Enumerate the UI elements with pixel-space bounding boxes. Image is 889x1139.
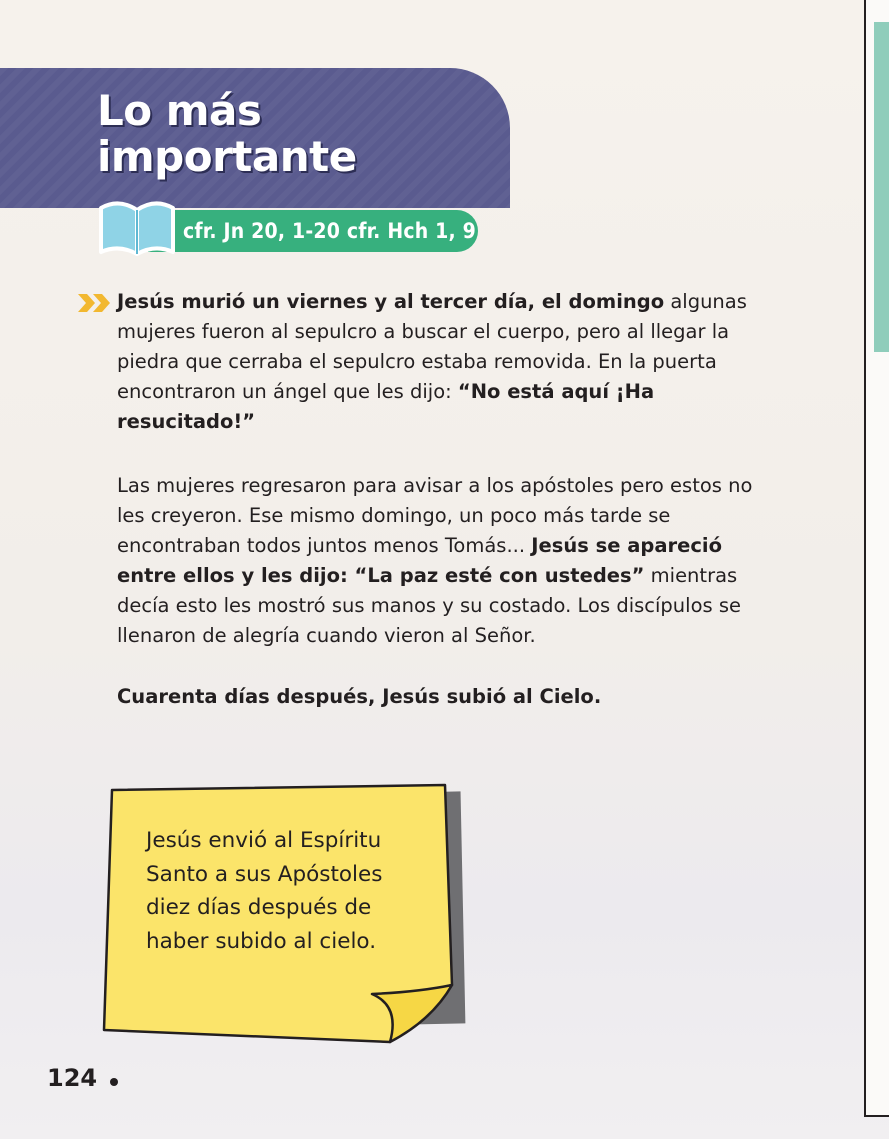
title-line-1: Lo más [97,86,262,135]
paragraph-3 [117,682,777,712]
p2-text-b: mientras decía esto les mostró sus manos y su costado. Los discípulos se llenaron de alegría cuando vieron al Señor. [117,564,742,647]
note-line-4: haber subido al cielo. [146,928,377,954]
paragraph-2 [117,471,777,651]
page-number-dot [110,1078,118,1086]
note-line-3: diez días después de [146,895,372,920]
p2-bold-a: Jesús se apareció entre ellos y les dijo: “La paz esté con ustedes” [117,534,722,587]
bible-reference: cfr. Jn 20, 1-20 cfr. Hch 1, 9 [183,219,476,243]
page-title [97,88,497,180]
note-line-1: Jesús envió al Espíritu [146,828,382,853]
margin-divider [864,0,866,1117]
open-book-icon [97,196,177,258]
side-tab [874,22,889,352]
p3-bold: Cuarenta días después, Jesús subió al Cielo. [117,685,602,708]
p2-text-a: Las mujeres regresaron para avisar a los apóstoles pero estos no les creyeron. Ese mismo domingo, un poco más tarde se encontraban todos juntos menos Tomás... [117,474,753,557]
note-line-2: Santo a sus Apóstoles [146,861,383,887]
p1-bold-a: Jesús murió un viernes y al tercer día, el domingo [117,290,665,313]
margin-corner [864,1115,889,1117]
double-chevron-icon [76,292,114,314]
paragraph-1 [117,287,777,437]
p1-text-a: algunas mujeres fueron al sepulcro a buscar el cuerpo, pero al llegar la piedra que cerraba el sepulcro estaba removida. En la puerta encontraron un ángel que les dijo: [117,290,747,403]
p1-bold-b: “No está aquí ¡Ha resucitado!” [117,380,655,433]
title-line-2: importante [97,132,357,181]
sticky-note-text [146,824,446,958]
page-number: 124 [47,1064,98,1092]
